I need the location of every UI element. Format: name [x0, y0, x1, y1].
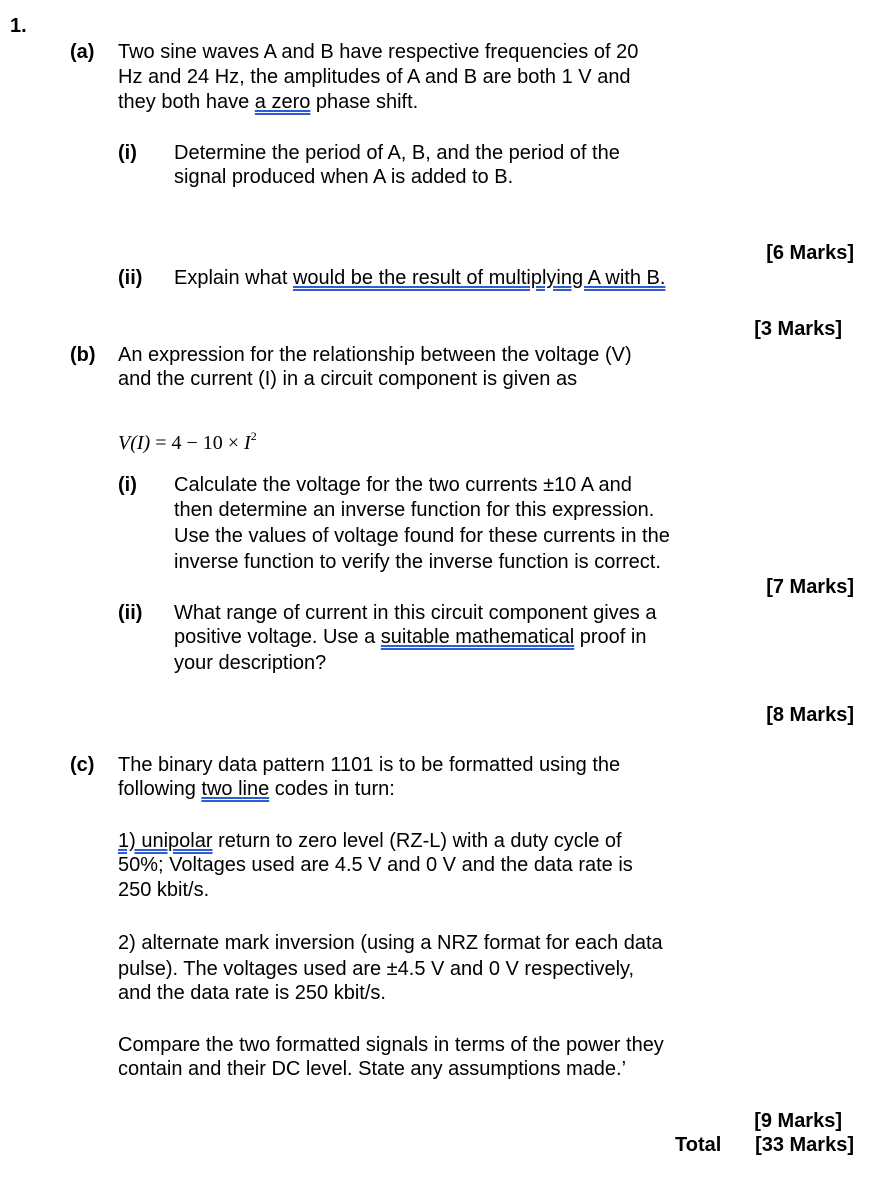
part-a-line-3-pre: they both have	[118, 91, 255, 113]
part-b-line-1: An expression for the relationship between the voltage (V)	[118, 344, 632, 366]
formula-lhs: V(I)	[118, 432, 151, 454]
part-b-ii-label: (ii)	[118, 602, 143, 624]
part-b-ii-line-1: What range of current in this circuit component gives a	[174, 602, 657, 624]
part-a-line-3-post: phase shift.	[310, 91, 419, 113]
part-b-i-line-2: then determine an inverse function for this expression.	[174, 499, 655, 521]
part-a-ii-marks: [3 Marks]	[754, 318, 842, 340]
part-a-line-2: Hz and 24 Hz, the amplitudes of A and B are both 1 V and	[118, 66, 631, 88]
part-a-ii-text-underlined: would be the result of multiplying A with B.	[292, 267, 666, 289]
part-b-ii-underlined: suitable mathematical	[380, 626, 575, 648]
formula-rhs: = 4 − 10 ×	[150, 432, 245, 454]
part-b-label: (b)	[70, 344, 96, 366]
part-b-i-line-4: inverse function to verify the inverse function is correct.	[174, 551, 661, 573]
part-a-i-label: (i)	[118, 142, 137, 164]
part-c-line-1: The binary data pattern 1101 is to be formatted using the	[118, 754, 621, 776]
part-c-line-2-pre: following	[118, 778, 202, 800]
question-number: 1.	[10, 15, 27, 37]
total-marks: [33 Marks]	[755, 1134, 854, 1156]
part-a-zero-underlined: a zero	[254, 91, 311, 113]
part-b-ii-line-2-post: proof in	[574, 626, 647, 648]
part-b-i-marks: [7 Marks]	[766, 576, 854, 598]
part-c-item-1-line-1	[118, 829, 622, 854]
part-c-compare-line-1: Compare the two formatted signals in terms of the power they	[118, 1034, 664, 1056]
part-a-i-line-1: Determine the period of A, B, and the period of the	[174, 142, 620, 164]
part-b-ii-line-2-pre: positive voltage. Use a	[174, 626, 381, 648]
part-a-i-marks: [6 Marks]	[766, 242, 854, 264]
part-c-two-line-underlined: two line	[201, 778, 270, 800]
part-a-i-line-2: signal produced when A is added to B.	[174, 166, 514, 188]
part-a-label: (a)	[70, 41, 95, 63]
part-a-ii-label: (ii)	[118, 267, 143, 289]
part-b-i-label: (i)	[118, 474, 137, 496]
part-b-ii-line-2	[174, 625, 646, 650]
part-c-item-2-line-1: 2) alternate mark inversion (using a NRZ format for each data	[118, 932, 663, 954]
formula-var: I	[244, 432, 251, 454]
part-c-marks: [9 Marks]	[754, 1110, 842, 1132]
part-b-ii-line-3: your description?	[174, 652, 327, 674]
part-c-compare-line-2: contain and their DC level. State any assumptions made.’	[118, 1058, 627, 1080]
part-a-ii-text	[174, 266, 665, 291]
part-c-item-2-line-2: pulse). The voltages used are ±4.5 V and 0 V respectively,	[118, 958, 635, 980]
part-b-line-2: and the current (I) in a circuit component is given as	[118, 368, 578, 390]
part-b-i-line-1: Calculate the voltage for the two currents ±10 A and	[174, 474, 632, 496]
part-c-unipolar-underlined: 1) unipolar	[118, 830, 213, 852]
part-c-line-2-post: codes in turn:	[269, 778, 395, 800]
part-c-item-1-line-3: 250 kbit/s.	[118, 879, 210, 901]
voltage-formula	[118, 424, 257, 456]
total-label: Total	[675, 1134, 722, 1156]
part-c-line-2	[118, 777, 395, 802]
part-c-label: (c)	[70, 754, 95, 776]
part-c-item-2-line-3: and the data rate is 250 kbit/s.	[118, 982, 386, 1004]
part-b-i-line-3: Use the values of voltage found for these currents in the	[174, 525, 670, 547]
part-c-item-1-line-2: 50%; Voltages used are 4.5 V and 0 V and the data rate is	[118, 854, 633, 876]
part-c-item-1-line-1-post: return to zero level (RZ-L) with a duty cycle of	[212, 830, 622, 852]
part-a-line-1: Two sine waves A and B have respective frequencies of 20	[118, 41, 639, 63]
part-b-ii-marks: [8 Marks]	[766, 704, 854, 726]
part-a-line-3	[118, 90, 418, 115]
part-a-ii-text-pre: Explain what	[174, 267, 293, 289]
formula-exponent: 2	[250, 429, 257, 443]
